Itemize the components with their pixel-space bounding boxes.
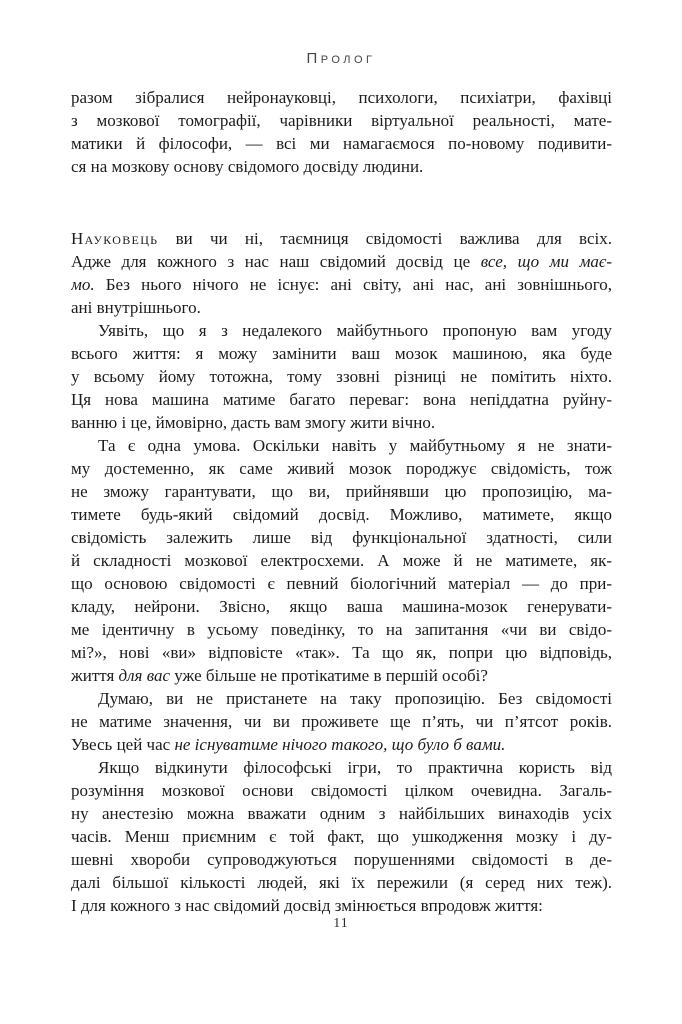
body-text: Ця нова машина матиме багато переваг: вона непіддатна руйну- [71,390,612,409]
text-line [71,526,612,549]
text-line [71,273,612,296]
body-text: тимете будь-який свідомий досвід. Можливо, матимете, якщо [71,505,612,524]
paragraph [71,687,612,756]
body-text: Увесь цей час [71,735,175,754]
text-line [71,411,612,434]
body-text: Якщо відкинути філософські ігри, то практична користь від [98,758,612,777]
text-line [71,296,612,319]
text-line [71,227,612,250]
text-line [71,595,612,618]
body-text: Без нього нічого не існує: ані світу, ані нас, ані зовнішнього, [94,275,612,294]
text-line [71,132,612,155]
text-line [71,572,612,595]
body-text: у всьому йому тотожна, тому ззовні різниці не помітить ніхто. [71,367,612,386]
paragraph [71,319,612,434]
paragraph [71,756,612,917]
text-line [71,155,612,178]
text-line [71,641,612,664]
body-text: Адже для кожного з нас наш свідомий досвід це [71,252,481,271]
paragraph [71,434,612,687]
body-text: свідомість залежить лише від функціональної здатності, сили [71,528,612,547]
body-text: з мозкової томографії, чарівники віртуальної реальності, мате- [71,111,612,130]
text-line [71,710,612,733]
body-text: життя [71,666,119,685]
text-line [71,802,612,825]
text-line [71,503,612,526]
text-block [71,86,612,917]
paragraph [71,227,612,319]
paragraph [71,86,612,178]
body-text: й складності мозкової електросхеми. А може й не матимете, як- [71,551,612,570]
italic-text: мо. [71,275,95,294]
text-line [71,871,612,894]
body-text: не зможу гарантувати, що ви, прийнявши цю пропозицію, ма- [71,482,612,501]
body-text: розуміння мозкової основи свідомості цілком очевидна. Загаль- [71,781,612,800]
body-text: ся на мозкову основу свідомого досвіду людини. [71,157,424,176]
text-line [71,457,612,480]
body-text: шевні хвороби супроводжуються порушеннями свідомості в де- [71,850,612,869]
text-line [71,388,612,411]
body-text: мі?», нові «ви» відповісте «так». Та що як, попри цю відповідь, [71,643,612,662]
text-line [71,779,612,802]
body-text: уже більше не протікатиме в першій особі? [170,666,488,685]
text-line [71,825,612,848]
body-text: не матиме значення, чи ви проживете ще п’ять, чи п’ятсот років. [71,712,612,731]
chapter-header: Пролог [306,50,376,67]
text-line [71,319,612,342]
body-text: далі більшої кількості людей, які їх пережили (я серед них теж). [71,873,612,892]
page-number: 11 [333,916,349,931]
text-line [71,756,612,779]
text-line [71,434,612,457]
italic-text: для вас [118,666,171,685]
text-line [71,86,612,109]
body-text: му достеменно, як саме живий мозок породжує свідомість, тож [71,459,612,478]
body-text: що основою свідомості є певний біологічний матеріал — до при- [71,574,612,593]
body-text: ані внутрішнього. [71,298,201,317]
text-line [71,733,612,756]
body-text: Та є одна умова. Оскільки навіть у майбутньому я не знати- [98,436,612,455]
text-line [71,687,612,710]
text-line [71,480,612,503]
body-text: Думаю, ви не пристанете на таку пропозицію. Без свідомості [98,689,612,708]
text-line [71,894,612,917]
body-text: ну анестезію можна вважати одним з найбільших винаходів усіх [71,804,612,823]
body-text: матики й філософи, — всі ми намагаємося по-новому подивити- [71,134,612,153]
body-text: всього життя: я можу замінити ваш мозок машиною, яка буде [71,344,612,363]
text-line [71,618,612,641]
body-text: часів. Менш приємним є той факт, що ушкодження мозку і ду- [71,827,612,846]
body-text: разом зібралися нейронауковці, психологи, психіатри, фахівці [71,88,612,107]
text-line [71,664,612,687]
body-text: ме ідентичну в усьому поведінку, то на запитання «чи ви свідо- [71,620,612,639]
body-text: ванню і це, ймовірно, дасть вам змогу жити вічно. [71,413,436,432]
text-line [71,365,612,388]
small-caps-text: Науковець [71,229,159,248]
body-text: кладу, нейрони. Звісно, якщо ваша машина-мозок генерувати- [71,597,612,616]
italic-text: все, що ми має- [480,252,612,271]
body-text: ви чи ні, таємниця свідомості важлива для всіх. [158,229,612,248]
italic-text: не існуватиме нічого такого, що було б вами. [174,735,506,754]
body-text: Уявіть, що я з недалекого майбутнього пропоную вам угоду [98,321,612,340]
text-line [71,342,612,365]
text-line [71,109,612,132]
text-line [71,549,612,572]
body-text: І для кожного з нас свідомий досвід змінюється впродовж життя: [71,896,543,915]
text-line [71,848,612,871]
text-line [71,250,612,273]
